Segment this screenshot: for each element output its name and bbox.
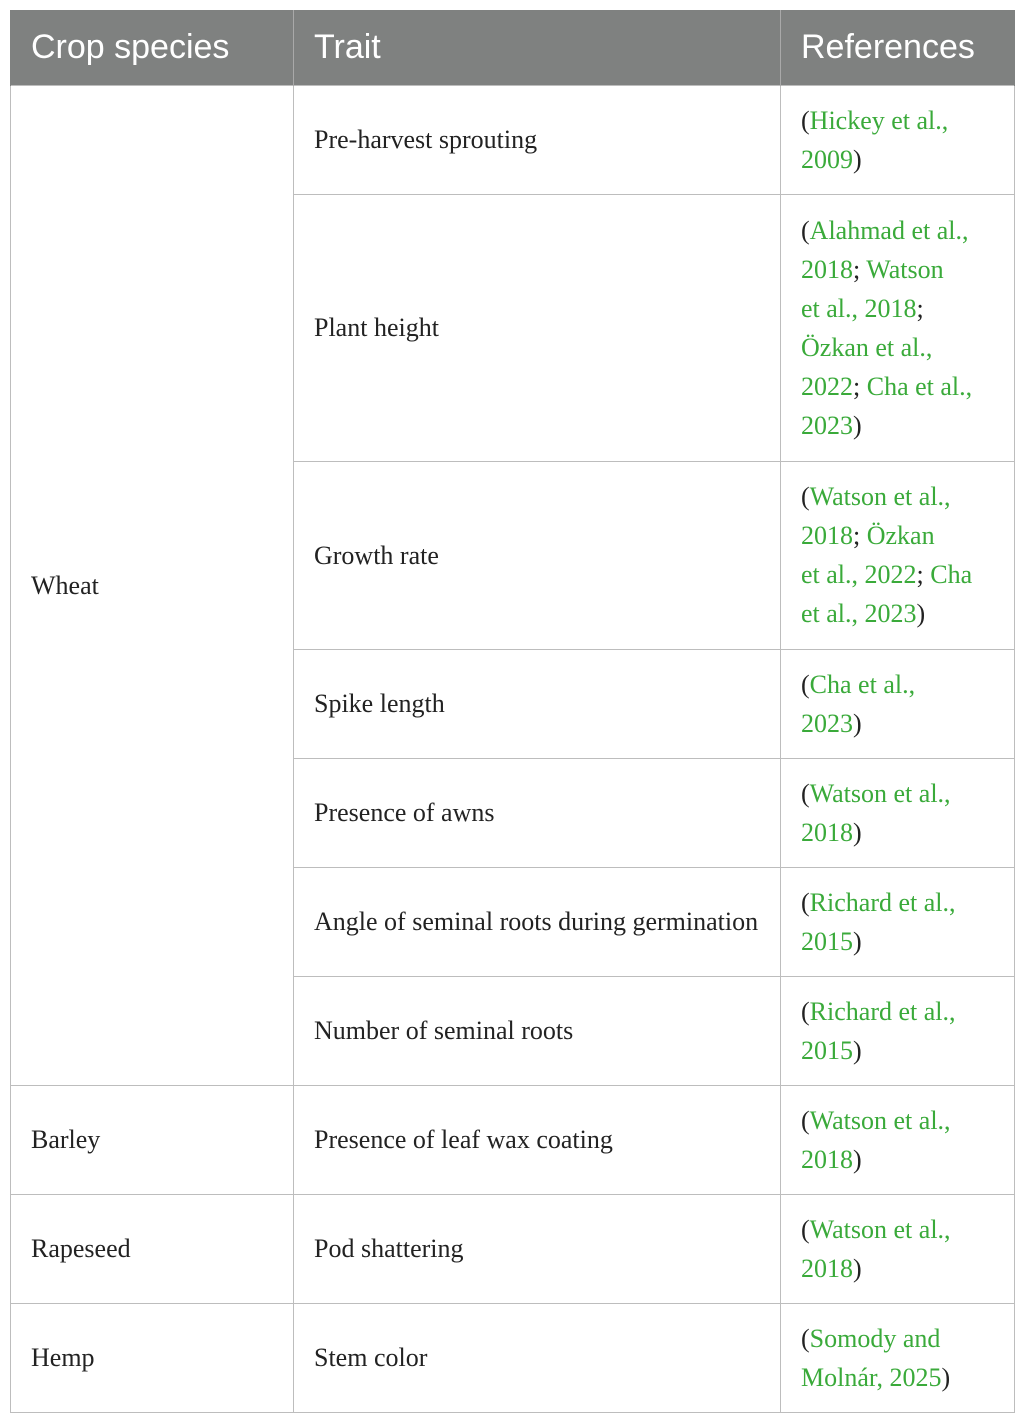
paren-close: ) [853,708,862,738]
references-cell [781,976,1015,1085]
crop-cell-rapeseed: Rapeseed [11,1194,294,1303]
table-row [11,85,1015,194]
paren-open: ( [801,1214,810,1244]
paren-open: ( [801,778,810,808]
paren-open: ( [801,215,810,245]
reference-link[interactable]: Cha [930,560,973,589]
trait-cell: Growth rate [294,461,781,649]
reference-link[interactable]: 2018 [801,254,853,284]
trait-cell: Presence of awns [294,758,781,867]
reference-link[interactable]: Richard et al., [809,887,956,917]
paren-open: ( [801,669,810,699]
header-row [11,10,1015,85]
separator: ; [916,293,924,323]
crop-cell-wheat: Wheat [11,85,294,1085]
reference-link[interactable]: 2023 [801,708,853,738]
references-cell [781,1085,1015,1194]
reference-link[interactable]: Özkan [866,521,935,550]
trait-cell: Spike length [294,649,781,758]
trait-cell: Angle of seminal roots during germination [294,867,781,976]
references-cell [781,867,1015,976]
separator: ; [916,560,931,589]
reference-link[interactable]: 2018 [801,1144,853,1174]
references-cell [781,461,1015,649]
paren-close: ) [853,926,862,956]
paren-open: ( [801,105,810,135]
reference-link[interactable]: 2018 [801,817,853,847]
references-cell [781,758,1015,867]
reference-link[interactable]: Cha et al., [866,371,973,401]
reference-link[interactable]: Watson [866,254,944,284]
trait-cell: Number of seminal roots [294,976,781,1085]
paren-open: ( [801,887,810,917]
paren-open: ( [801,1323,810,1353]
trait-cell: Pre-harvest sprouting [294,85,781,194]
trait-cell: Stem color [294,1303,781,1412]
reference-link[interactable]: Molnár, 2025 [801,1362,942,1392]
paren-close: ) [853,817,862,847]
reference-link[interactable]: Hickey et al., [809,105,949,135]
reference-link[interactable]: Watson et al., [809,482,951,511]
paren-close: ) [853,1144,862,1174]
paren-open: ( [801,482,810,511]
paren-close: ) [916,599,926,628]
reference-link[interactable]: Watson et al., [809,778,951,808]
reference-link[interactable]: et al., 2018 [801,293,917,323]
table-row [11,1194,1015,1303]
reference-link[interactable]: 2022 [801,371,853,401]
table-row [11,1085,1015,1194]
paren-open: ( [801,996,810,1026]
reference-link[interactable]: Watson et al., [809,1105,951,1135]
reference-link[interactable]: Alahmad et al., [809,215,969,245]
paren-open: ( [801,1105,810,1135]
reference-link[interactable]: 2023 [801,410,853,440]
reference-link[interactable]: 2015 [801,1035,853,1065]
crop-cell-barley: Barley [11,1085,294,1194]
table-row [11,1303,1015,1412]
crop-trait-table [10,10,1015,1413]
references-cell [781,1194,1015,1303]
references-cell [781,1303,1015,1412]
references-cell [781,85,1015,194]
paren-close: ) [853,410,862,440]
reference-link[interactable]: Watson et al., [809,1214,951,1244]
header-trait: Trait [294,10,781,85]
reference-link[interactable]: 2018 [801,521,853,550]
trait-cell: Pod shattering [294,1194,781,1303]
separator: ; [853,521,867,550]
reference-link[interactable]: Özkan et al., [801,332,933,362]
trait-cell: Presence of leaf wax coating [294,1085,781,1194]
reference-link[interactable]: et al., 2022 [801,560,917,589]
separator: ; [853,371,867,401]
references-cell [781,194,1015,461]
paren-close: ) [853,1253,862,1283]
header-crop-species: Crop species [11,10,294,85]
references-cell [781,649,1015,758]
reference-link[interactable]: 2015 [801,926,853,956]
reference-link[interactable]: 2009 [801,144,853,174]
separator: ; [853,254,867,284]
reference-link[interactable]: et al., 2023 [801,599,917,628]
crop-cell-hemp: Hemp [11,1303,294,1412]
reference-link[interactable]: Somody and [809,1323,941,1353]
reference-link[interactable]: Cha et al., [809,669,916,699]
reference-link[interactable]: 2018 [801,1253,853,1283]
trait-cell: Plant height [294,194,781,461]
header-references: References [781,10,1015,85]
paren-close: ) [941,1362,951,1392]
paren-close: ) [853,1035,862,1065]
reference-link[interactable]: Richard et al., [809,996,956,1026]
paren-close: ) [853,144,862,174]
